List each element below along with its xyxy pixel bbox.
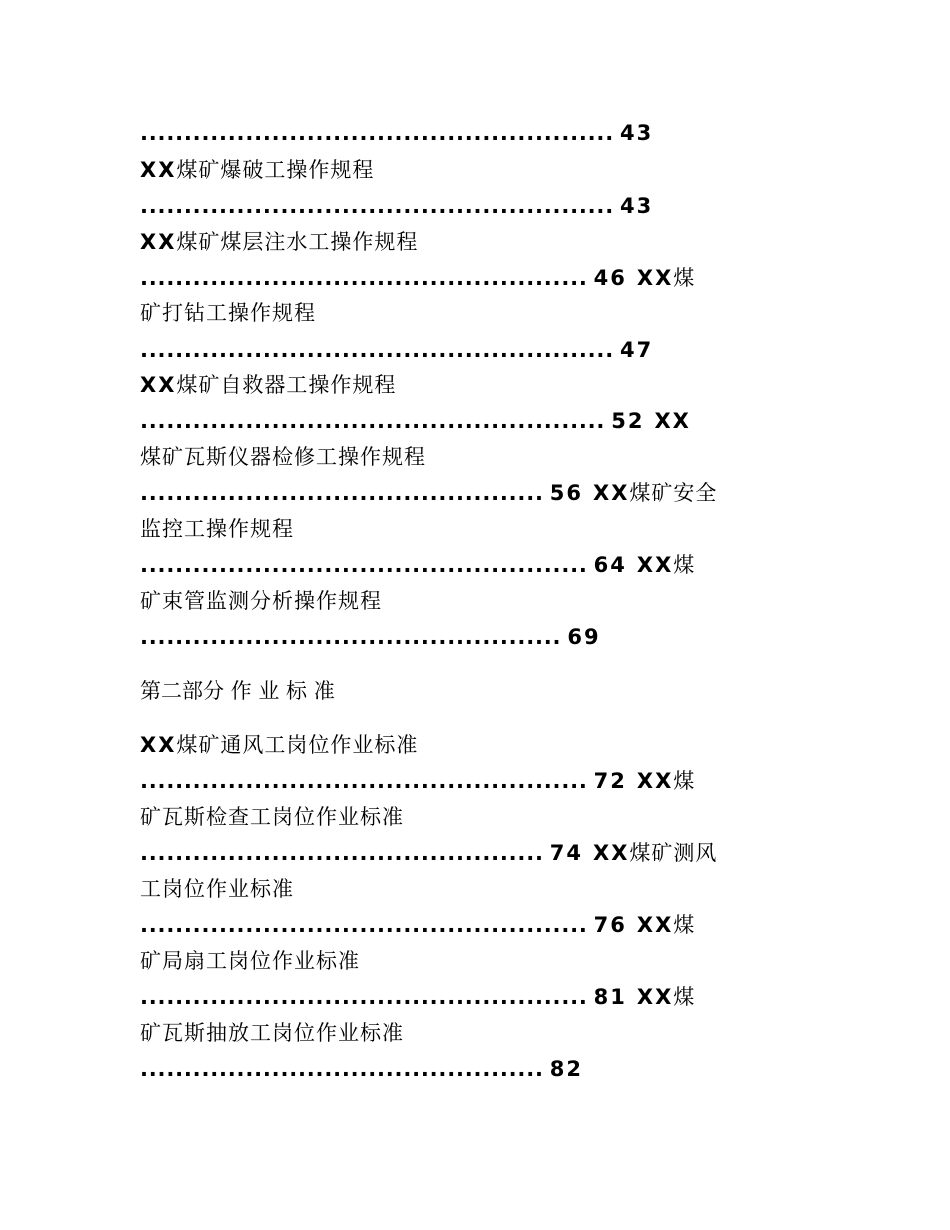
toc-entry-title [140,372,396,398]
entry-title: 煤矿煤层注水工操作规程 [176,230,419,254]
entry-title: 煤矿自救器工操作规程 [176,373,397,397]
entry-prefix: XX [140,373,177,397]
entry-title: 矿瓦斯抽放工岗位作业标准 [140,1021,404,1045]
toc-entry-title [140,588,382,614]
dot-leader: ...................................................... [140,338,614,362]
section-heading [140,678,335,704]
page-number: 72 [593,769,627,793]
toc-leader-line [140,912,695,938]
toc-leader-line [140,193,653,219]
entry-title: 煤矿通风工岗位作业标准 [176,733,419,757]
toc-entry-title [140,157,374,183]
section-heading-text: 第二部分 作 业 标 准 [140,679,335,703]
entry-title: 监控工操作规程 [140,517,294,541]
entry-title-start: 煤 [673,985,696,1009]
page-number: 46 [593,266,627,290]
toc-leader-line [140,120,653,146]
entry-title: 矿局扇工岗位作业标准 [140,949,360,973]
entry-prefix: XX [593,841,630,865]
entry-title-start: 煤 [673,553,696,577]
entry-prefix: XX [140,733,177,757]
toc-entry-title [140,804,404,830]
entry-prefix: XX [654,409,691,433]
toc-entry-title [140,1020,404,1046]
toc-entry-title [140,444,426,470]
dot-leader: ................................................... [140,266,588,290]
entry-title: 煤矿爆破工操作规程 [176,158,375,182]
page-number: 56 [549,481,584,505]
toc-leader-line [140,624,601,650]
dot-leader: ................................................... [140,553,588,577]
toc-leader-line [140,337,653,363]
toc-entry-title [140,516,294,542]
entry-prefix: XX [593,481,630,505]
page-number: 43 [620,194,654,218]
toc-leader-line [140,840,717,866]
entry-title-start: 煤 [673,266,696,290]
entry-title-start: 煤 [673,913,696,937]
entry-prefix: XX [636,913,674,937]
toc-leader-line [140,265,695,291]
dot-leader: ...................................................... [140,194,614,218]
dot-leader: ................................................... [140,913,588,937]
toc-entry-title [140,948,360,974]
page-number: 81 [593,985,627,1009]
toc-entry-title [140,229,418,255]
dot-leader: ..................................................... [140,409,606,433]
page-number: 74 [549,841,584,865]
page-number: 69 [567,625,601,649]
entry-title-start: 煤 [673,769,696,793]
toc-leader-line [140,984,695,1010]
toc-entry-title [140,732,418,758]
dot-leader: .............................................. [140,841,544,865]
dot-leader: ................................................ [140,625,562,649]
toc-leader-line [140,552,695,578]
entry-title-start: 煤矿测风 [629,841,718,865]
dot-leader: .............................................. [140,1057,544,1081]
entry-title-start: 煤矿安全 [629,481,718,505]
entry-prefix: XX [140,230,177,254]
toc-entry-title [140,300,316,326]
page-number: 47 [620,338,654,362]
toc-leader-line [140,480,717,506]
entry-title: 矿束管监测分析操作规程 [140,589,382,613]
page-number: 76 [593,913,627,937]
entry-title: 矿瓦斯检查工岗位作业标准 [140,805,404,829]
entry-title: 工岗位作业标准 [140,877,294,901]
toc-entry-title [140,876,294,902]
dot-leader: .............................................. [140,481,544,505]
page-number: 64 [593,553,627,577]
entry-title: 矿打钻工操作规程 [140,301,316,325]
dot-leader: ................................................... [140,769,588,793]
dot-leader: ...................................................... [140,121,614,145]
page-number: 82 [549,1057,584,1081]
entry-title: 煤矿瓦斯仪器检修工操作规程 [140,445,426,469]
entry-prefix: XX [636,553,674,577]
page-number: 43 [620,121,654,145]
toc-leader-line [140,408,691,434]
entry-prefix: XX [636,769,674,793]
entry-prefix: XX [636,266,674,290]
page-number: 52 [611,409,645,433]
entry-prefix: XX [636,985,674,1009]
entry-prefix: XX [140,158,177,182]
dot-leader: ................................................... [140,985,588,1009]
toc-leader-line [140,1056,583,1082]
toc-leader-line [140,768,695,794]
